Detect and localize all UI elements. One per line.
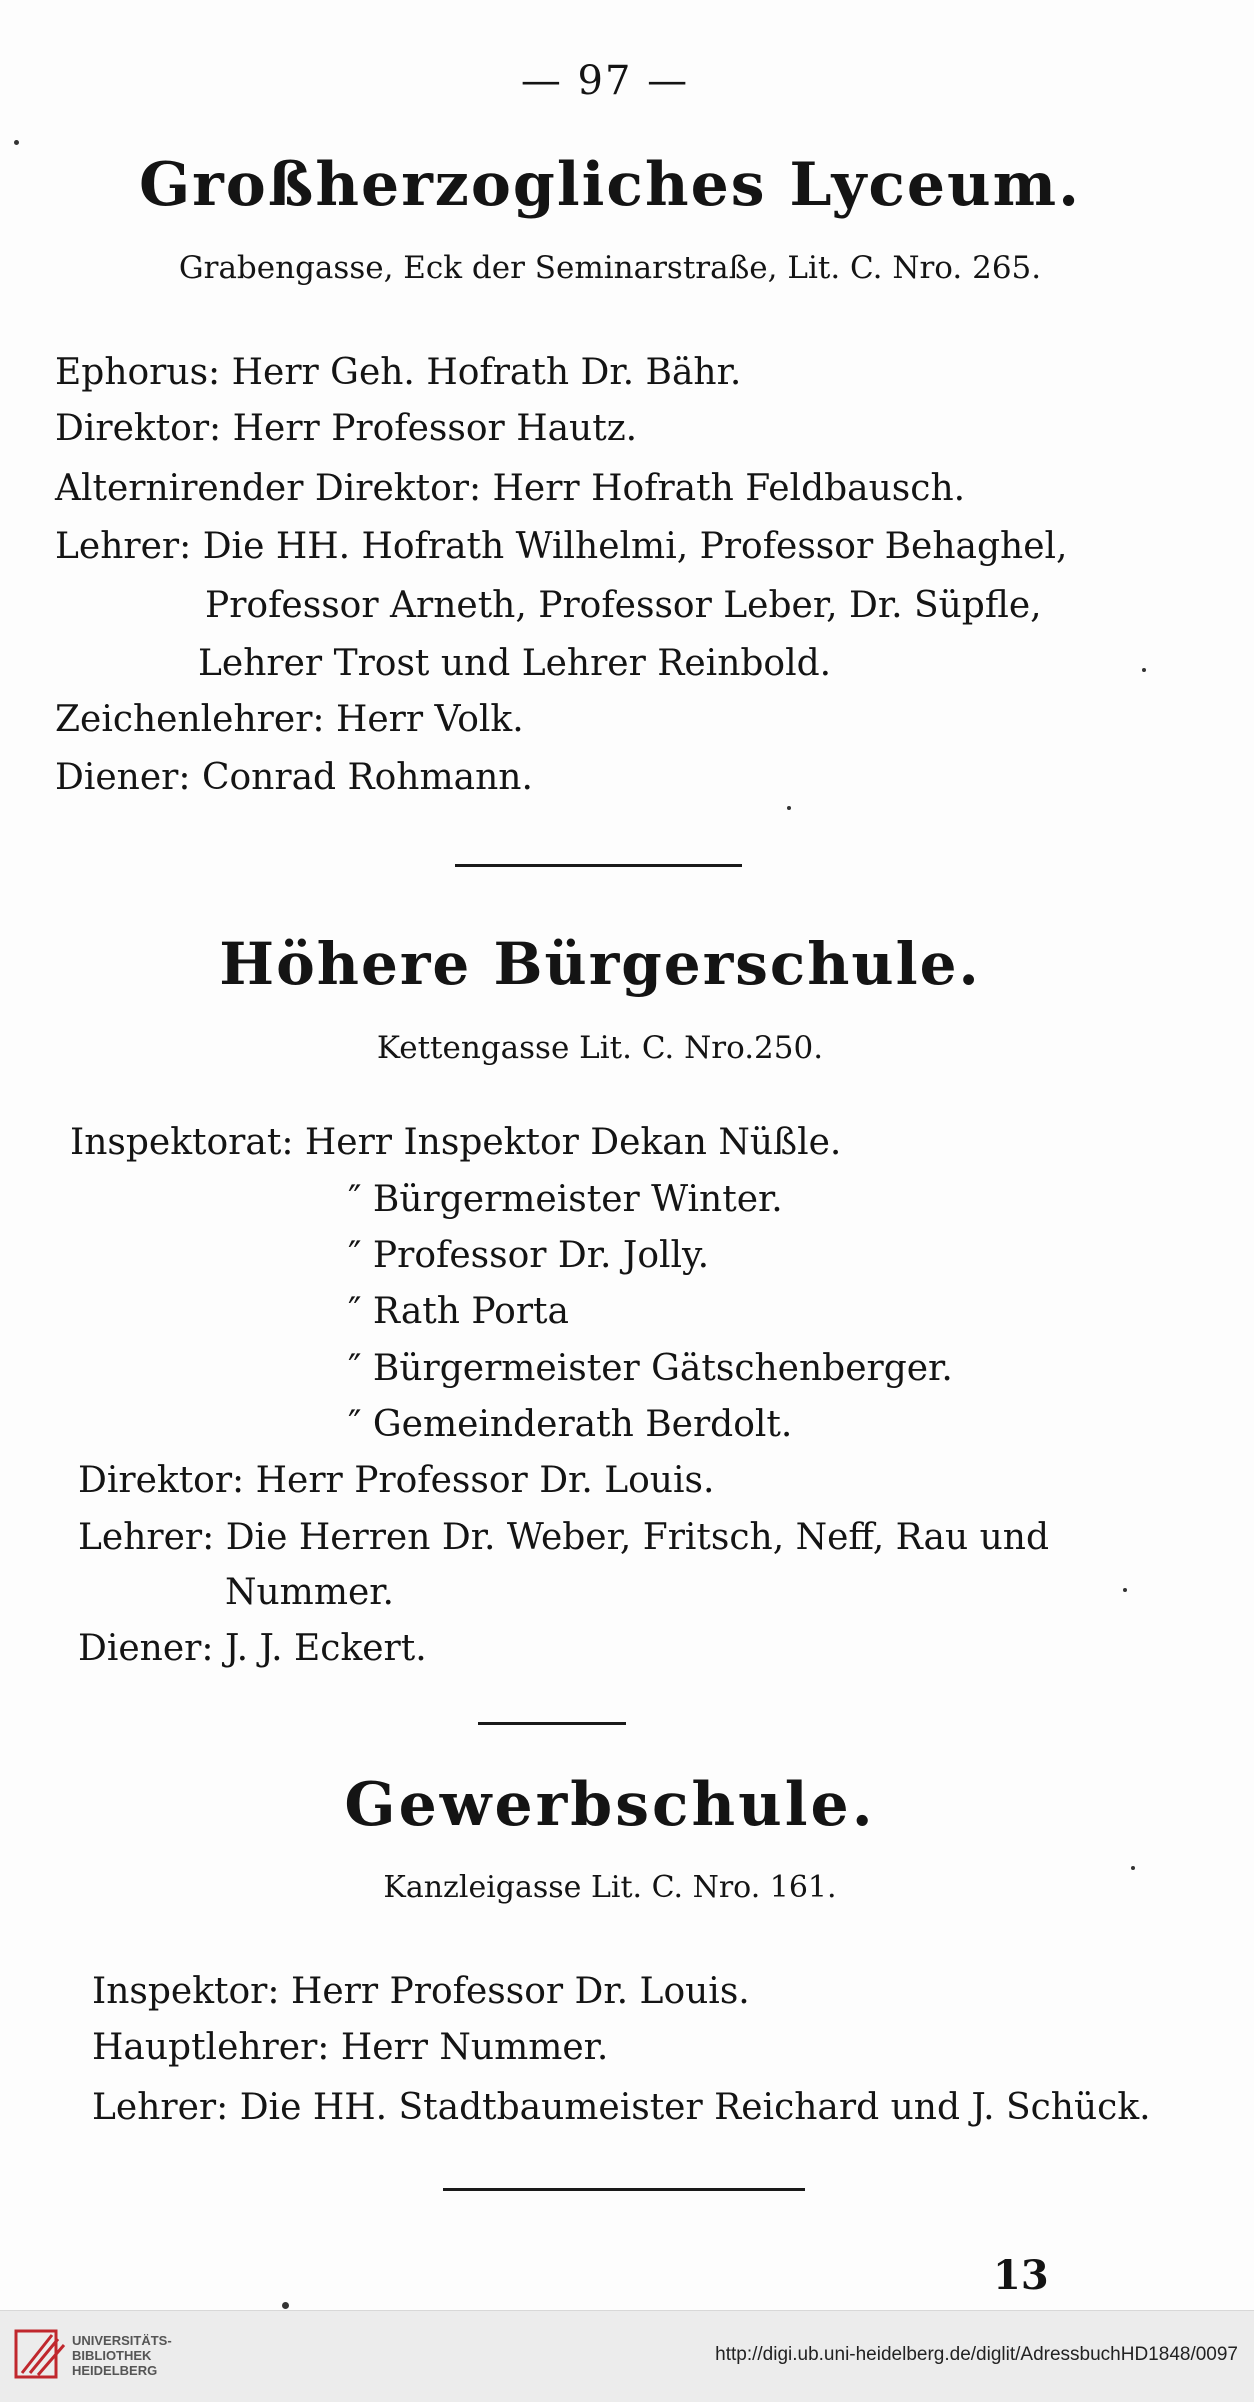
lyceum-line-ephorus: Ephorus: Herr Geh. Hofrath Dr. Bähr. bbox=[55, 352, 742, 393]
lyceum-line-diener: Diener: Conrad Rohmann. bbox=[55, 757, 533, 798]
buergerschule-line-lehrer-cont: Nummer. bbox=[225, 1572, 394, 1613]
scan-speck bbox=[1131, 1866, 1135, 1870]
scan-speck bbox=[1142, 668, 1146, 672]
buergerschule-line-lehrer: Lehrer: Die Herren Dr. Weber, Fritsch, Neff, Rau und bbox=[78, 1517, 1050, 1558]
gewerbschule-line-inspektor: Inspektor: Herr Professor Dr. Louis. bbox=[92, 1971, 750, 2012]
buergerschule-line-inspektor-6: ″ Gemeinderath Berdolt. bbox=[348, 1404, 793, 1445]
section-address-buergerschule: Kettengasse Lit. C. Nro.250. bbox=[376, 1030, 824, 1066]
section-address-gewerbschule: Kanzleigasse Lit. C. Nro. 161. bbox=[383, 1870, 837, 1905]
gewerbschule-line-lehrer: Lehrer: Die HH. Stadtbaumeister Reichard und J. Schück. bbox=[92, 2087, 1151, 2128]
buergerschule-line-inspektor-2: ″ Bürgermeister Winter. bbox=[348, 1179, 783, 1220]
buergerschule-line-diener: Diener: J. J. Eckert. bbox=[78, 1628, 427, 1669]
buergerschule-line-inspektor-5: ″ Bürgermeister Gätschenberger. bbox=[348, 1348, 953, 1389]
lyceum-line-zeichenlehrer: Zeichenlehrer: Herr Volk. bbox=[55, 699, 524, 740]
lyceum-line-alt-direktor: Alternirender Direktor: Herr Hofrath Feldbausch. bbox=[55, 468, 966, 509]
buergerschule-line-inspektorat: Inspektorat: Herr Inspektor Dekan Nüßle. bbox=[70, 1122, 842, 1163]
scan-speck bbox=[14, 140, 19, 145]
scan-speck bbox=[787, 806, 791, 810]
lyceum-line-lehrer: Lehrer: Die HH. Hofrath Wilhelmi, Professor Behaghel, bbox=[55, 526, 1068, 567]
scan-speck bbox=[282, 2302, 289, 2309]
section-divider bbox=[478, 1722, 626, 1725]
gewerbschule-line-hauptlehrer: Hauptlehrer: Herr Nummer. bbox=[92, 2027, 609, 2068]
library-name bbox=[72, 2333, 172, 2378]
section-divider bbox=[455, 864, 742, 867]
catchword: 13 bbox=[993, 2252, 1049, 2299]
scan-speck bbox=[1123, 1588, 1127, 1592]
permalink-url[interactable]: http://digi.ub.uni-heidelberg.de/diglit/AdressbuchHD1848/0097 bbox=[715, 2344, 1238, 2365]
library-name-line: BIBLIOTHEK bbox=[72, 2348, 152, 2363]
lyceum-line-lehrer-cont2: Lehrer Trost und Lehrer Reinbold. bbox=[198, 643, 832, 684]
library-name-line: HEIDELBERG bbox=[72, 2363, 158, 2378]
section-title-gewerbschule: Gewerbschule. bbox=[344, 1770, 876, 1840]
section-title-buergerschule: Höhere Bürgerschule. bbox=[219, 930, 981, 998]
library-name-line: UNIVERSITÄTS- bbox=[72, 2333, 172, 2348]
buergerschule-line-direktor: Direktor: Herr Professor Dr. Louis. bbox=[78, 1460, 715, 1501]
section-title-lyceum: Großherzogliches Lyceum. bbox=[138, 150, 1082, 220]
university-library-logo-icon bbox=[14, 2325, 68, 2385]
lyceum-line-lehrer-cont1: Professor Arneth, Professor Leber, Dr. Süpfle, bbox=[205, 585, 1042, 626]
section-address-lyceum: Grabengasse, Eck der Seminarstraße, Lit. C. Nro. 265. bbox=[178, 250, 1042, 286]
buergerschule-line-inspektor-3: ″ Professor Dr. Jolly. bbox=[348, 1235, 710, 1276]
viewer-footer bbox=[0, 2310, 1254, 2402]
section-divider bbox=[443, 2188, 805, 2191]
lyceum-line-direktor: Direktor: Herr Professor Hautz. bbox=[55, 408, 638, 449]
buergerschule-line-inspektor-4: ″ Rath Porta bbox=[348, 1291, 569, 1332]
page-number: — 97 — bbox=[520, 58, 690, 104]
